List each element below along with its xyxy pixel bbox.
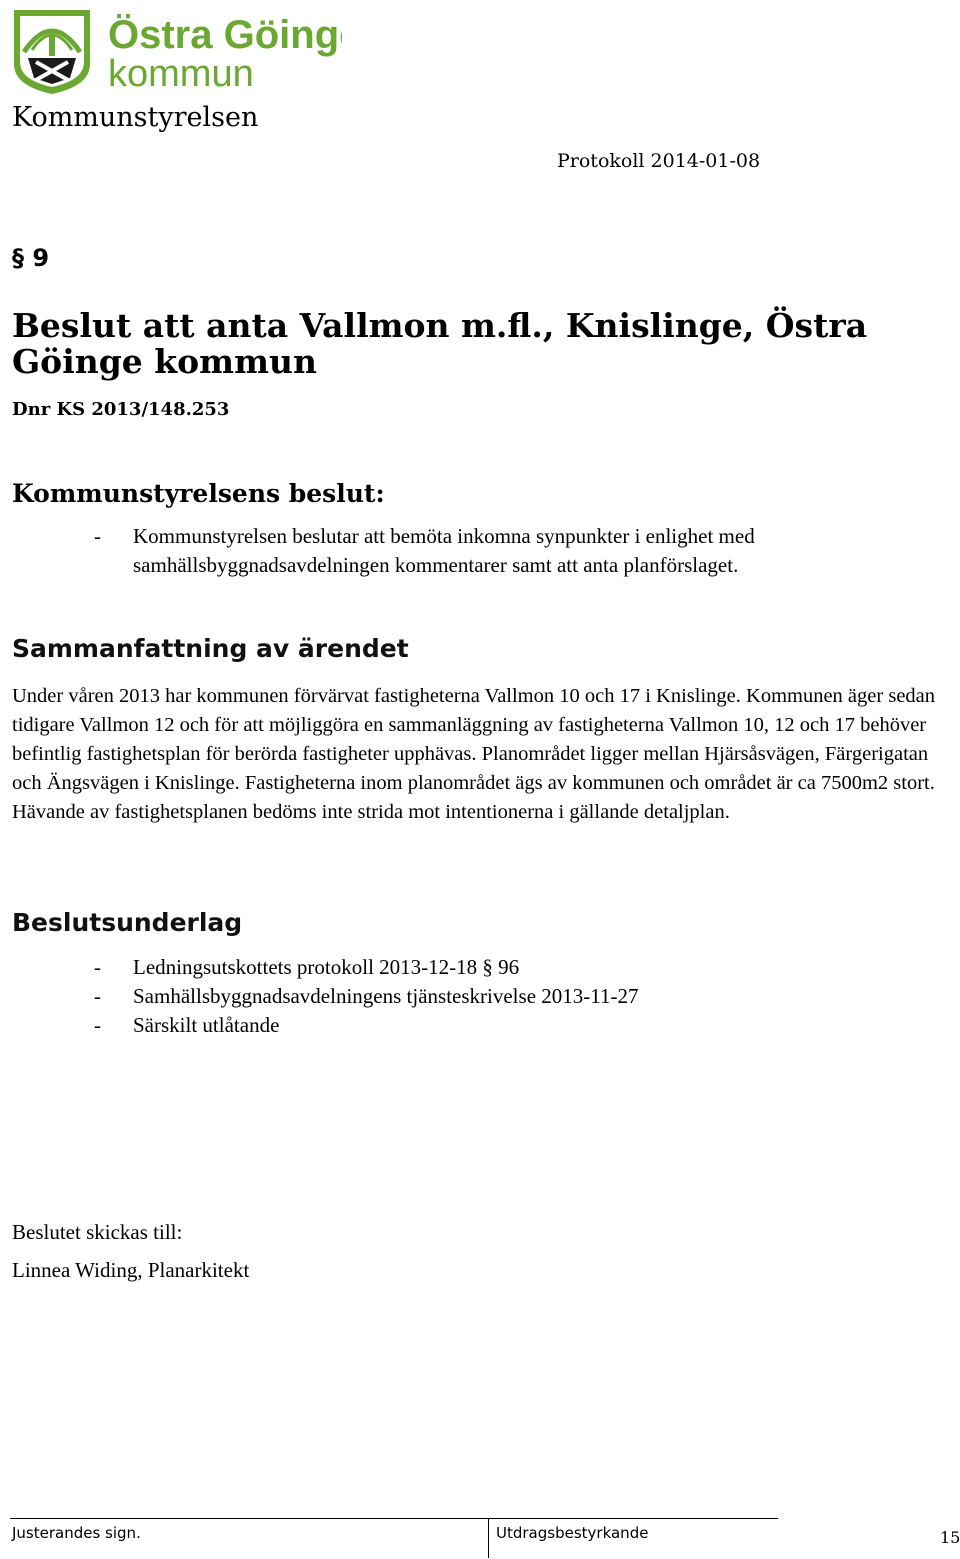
svg-text:kommun: kommun bbox=[108, 53, 254, 94]
list-bullet: - bbox=[94, 955, 101, 979]
distribution-label: Beslutet skickas till: bbox=[12, 1220, 183, 1244]
distribution-recipient: Linnea Widing, Planarkitekt bbox=[12, 1258, 250, 1282]
list-bullet: - bbox=[94, 1013, 101, 1037]
case-number: Dnr KS 2013/148.253 bbox=[12, 399, 230, 420]
list-item: Särskilt utlåtande bbox=[133, 1013, 280, 1037]
summary-text bbox=[12, 682, 957, 827]
summary-heading: Sammanfattning av ärendet bbox=[12, 634, 409, 663]
organization-name: Kommunstyrelsen bbox=[12, 102, 259, 133]
footer-divider-line bbox=[10, 1518, 778, 1519]
basis-heading: Beslutsunderlag bbox=[12, 908, 243, 937]
paragraph-number: § 9 bbox=[12, 244, 50, 272]
footer-justerandes: Justerandes sign. bbox=[12, 1524, 141, 1542]
protocol-date: Protokoll 2014-01-08 bbox=[557, 150, 761, 172]
list-item: Ledningsutskottets protokoll 2013-12-18 § 96 bbox=[133, 955, 520, 979]
summary-paragraph: Under våren 2013 har kommunen förvärvat fastigheterna Vallmon 10 och 17 i Knislinge. Kommunen äger sedan tidigare Vallmon 12 och för att möjliggöra en sammanläggning av fastigheterna Vallmon 10, 12 och 17 behöver befintlig fastighetsplan för berörda fastigheter upphävas. Planområdet ligger mellan Hjärsåsvägen, Färgerigatan och Ängsvägen i Knislinge. Fastigheterna inom planområdet ägs av kommunen och området är ca 7500m2 stort. Hävande av fastighetsplanen bedöms inte strida mot intentionerna i gällande detaljplan. bbox=[12, 685, 936, 823]
svg-text:Östra Göinge: Östra Göinge bbox=[108, 13, 342, 57]
page-number: 15 bbox=[940, 1528, 960, 1547]
list-bullet: - bbox=[94, 984, 101, 1008]
footer-utdrag: Utdragsbestyrkande bbox=[496, 1524, 649, 1542]
footer-column-divider bbox=[488, 1518, 489, 1558]
logo-emblem-icon bbox=[12, 6, 342, 94]
decision-line: Kommunstyrelsen beslutar att bemöta inkomna synpunkter i enlighet med bbox=[133, 524, 755, 548]
municipality-logo bbox=[12, 6, 342, 94]
decision-line: samhällsbyggnadsavdelningen kommentarer samt att anta planförslaget. bbox=[133, 553, 739, 577]
list-item: Samhällsbyggnadsavdelningens tjänsteskrivelse 2013-11-27 bbox=[133, 984, 639, 1008]
decision-heading: Kommunstyrelsens beslut: bbox=[12, 479, 385, 508]
list-bullet: - bbox=[94, 524, 101, 548]
page-title: Beslut att anta Vallmon m.fl., Knislinge, Östra Göinge kommun bbox=[12, 306, 868, 381]
